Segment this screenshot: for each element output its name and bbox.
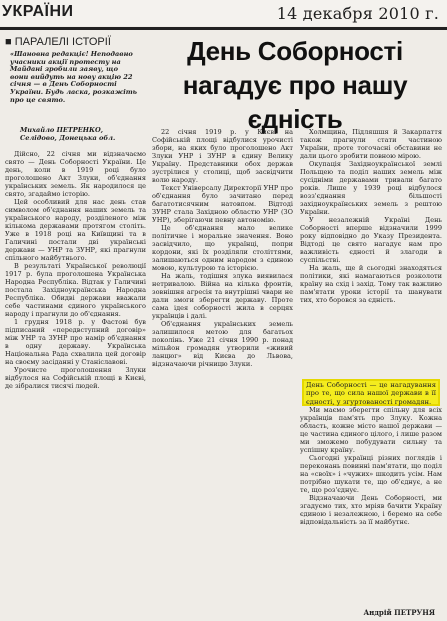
article-headline: День Соборності нагадує про нашу єдність [182, 36, 408, 134]
paragraph: Сьогодні українці різних поглядів і переконань повинні пам'ятати, що поділ на «своїх» і «чужих» шкодить усім. Нам потрібно шукати те, що об'єднує, а не те, що роз'єднує. [300, 454, 442, 495]
paragraph: Цей особливий для нас день став символом об'єднання наших земель та українського народу, розділеного між кількома державами протягом століть. Уже в 1918 році на Київщині та в Галичині постали дві українські держави — УНР та ЗУНР, які прагнули спільного майбутнього. [5, 198, 146, 263]
rubric-label: ■ ПАРАЛЕЛІ ІСТОРІЇ [5, 36, 111, 48]
reader-letter: «Шановна редакціє! Неподавно учасники акції протесту на Майдані зробили заяву, що вони вийдуть на нову акцію 22 січня — в День Соборності України. Будь ласка, розкажіть про це свято. [10, 50, 138, 104]
article-column-3 [300, 128, 442, 378]
masthead-rule [0, 27, 447, 30]
highlighted-quote [302, 379, 440, 406]
paragraph: На жаль, тодішня злука виявилася нетривалою. Війна на кілька фронтів, зовнішня агресія та внутрішні чвари не дали змоги зберегти державу. Проте сама ідея соборності жила в серцях українців і далі. [152, 272, 293, 321]
paragraph: В результаті Української революції 1917 р. була проголошена Українська Народна Республіка. Відтак у Галичині постала Західноукраїнська Народна Республіка. Обидві держави вважали себе частинами єдиного українського народу і прагнули до об'єднання. [5, 262, 146, 319]
newspaper-name: УКРАЇНИ [2, 3, 74, 20]
paragraph: 1 грудня 1918 р. у Фастові був підписаний «передвступний договір» між УНР та ЗУНР про намір об'єднання в одну державу. Українська Національна Рада схвалила цей договір на своєму засіданні у Станіславові. [5, 318, 146, 367]
issue-date: 14 декабря 2010 г. [276, 4, 439, 23]
letter-author: Михайло ПЕТРЕНКО, Селідово, Донецька обл. [20, 126, 116, 142]
highlighted-quote-text: День Соборності — це нагадування про те, що сила нашої держави в її єдності, у згуртованості громадян. [306, 381, 436, 406]
paragraph: Окупація Західноукраїнської землі Польщею та поділ наших земель між сусідніми державами тривали багато років. Лише у 1939 році відбулося возз'єднання більшості західноукраїнських земель з рештою України. [300, 160, 442, 217]
article-column-2 [152, 128, 293, 616]
paragraph: Ми маємо зберегти спільну для всіх українців пам'ять про Злуку. Кожна область, кожне місто нашої держави — це частина єдиного цілого, і лише разом ми зможемо побудувати сильну та успішну країну. [300, 406, 442, 455]
article-column-1 [5, 150, 146, 616]
masthead [0, 0, 447, 26]
article-column-3-continued [300, 406, 442, 616]
author-signature: Андрій ПЕТРУНЯ [363, 608, 435, 617]
paragraph: Відзначаючи День Соборності, ми згадуємо тих, хто мріяв бачити Україну єдиною і незалежною, і беремо на себе відповідальність за її майбутнє. [300, 494, 442, 527]
paragraph: Урочисте проголошення Злуки відбулося на Софійській площі в Києві, де зібралися тисячі людей. [5, 366, 146, 391]
paragraph: 22 січня 1919 р. у Києві на Софійській площі відбулися урочисті збори, на яких було проголошено Акт Злуки УНР і ЗУНР в єдину Велику Україну. Представники обох держав зустрілися у столиці, щоб засвідчити волю народу. [152, 128, 293, 185]
paragraph: Об'єднання українських земель залишилося метою для багатьох поколінь. Уже 21 січня 1990 р. понад мільйон громадян утворили «живий ланцюг» від Києва до Львова, відзначаючи річницю Злуки. [152, 320, 293, 369]
paragraph: Текст Універсалу Директорії УНР про об'єднання було зачитано перед багатотисячним натовпом. Відтоді ЗУНР стала Західною областю УНР (ЗО УНР), зберігаючи певну автономію. [152, 184, 293, 225]
paragraph: На жаль, ще й сьогодні знаходяться політики, які намагаються розколоти країну на схід і захід. Тому так важливо пам'ятати уроки історії та шанувати тих, хто боровся за єдність. [300, 264, 442, 305]
paragraph: У незалежній Україні День Соборності вперше відзначили 1999 року відповідно до Указу Президента. Відтоді це свято нагадує нам про важливість єдності й злагоди в суспільстві. [300, 216, 442, 265]
paragraph: Дійсно, 22 січня ми відзначаємо свято — День Соборності України. Це день, коли в 1919 році було проголошено Акт Злуки, об'єднання українських земель. Як народилося це свято, згадаймо історію. [5, 150, 146, 199]
paragraph: Це об'єднання мало велике політичне і моральне значення. Воно засвідчило, що українці, попри кордони, які їх розділяли століттями, залишаються одним народом з єдиною мовою, культурою та історією. [152, 224, 293, 273]
paragraph: Холмщина, Підляшшя й Закарпаття також прагнули стати частиною України, проте тогочасні обставини не дали цього зробити повною мірою. [300, 128, 442, 161]
